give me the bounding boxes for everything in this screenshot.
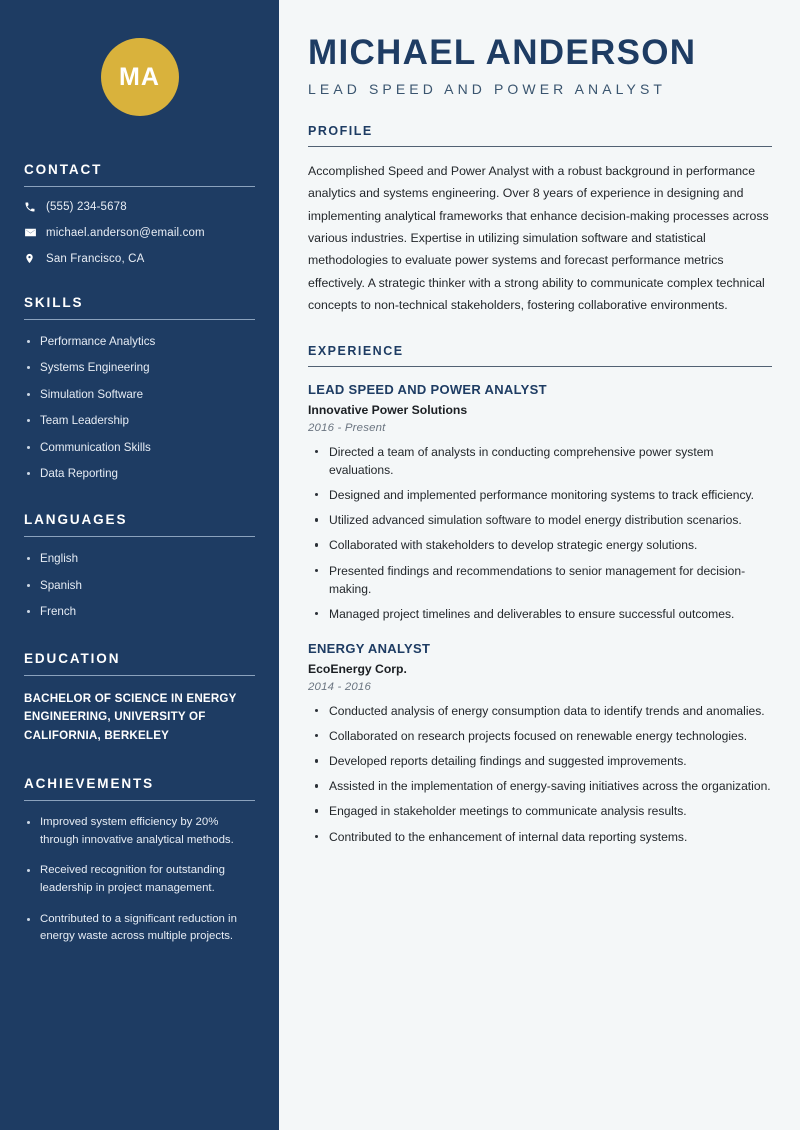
list-item: Systems Engineering	[24, 359, 255, 376]
profile-section	[308, 124, 772, 317]
profile-section-title: PROFILE	[308, 123, 373, 138]
profile-text: Accomplished Speed and Power Analyst with a robust background in performance analytics and systems engineering. Over 8 years of experience in designing and implementing analytical frameworks that enhance decision-making processes across various industries. Expertise in utilizing simulation software and statistical methodologies to evaluate power systems and forecast performance metrics effectively. A strategic thinker with a strong ability to communicate complex technical concepts to non-technical stakeholders, fostering collaborative environments.	[308, 163, 769, 313]
list-item: Contributed to a significant reduction in energy waste across multiple projects.	[24, 911, 255, 946]
list-item: Communication Skills	[24, 439, 255, 456]
list-item: Contributed to the enhancement of internal data reporting systems.	[308, 828, 772, 846]
achievements-divider	[24, 800, 255, 801]
contact-item-phone[interactable]	[24, 201, 255, 213]
skills-section-title: SKILLS	[24, 295, 84, 310]
contact-item-location[interactable]	[24, 252, 255, 265]
experience-entry	[308, 382, 772, 623]
contact-location-value: San Francisco, CA	[46, 252, 145, 265]
achievements-section-title: ACHIEVEMENTS	[24, 775, 155, 791]
experience-dates: 2014 - 2016	[308, 680, 372, 693]
list-item: Developed reports detailing findings and suggested improvements.	[308, 752, 772, 770]
phone-icon	[24, 201, 46, 213]
location-pin-icon	[24, 252, 46, 265]
languages-section	[24, 512, 255, 620]
languages-list	[24, 550, 255, 620]
experience-company: EcoEnergy Corp.	[308, 661, 407, 676]
education-divider	[24, 675, 255, 676]
list-item: Simulation Software	[24, 386, 255, 403]
contact-phone-value: (555) 234-5678	[46, 201, 127, 213]
contact-email-value: michael.anderson@email.com	[46, 226, 205, 239]
list-item: French	[24, 603, 255, 620]
list-item: Received recognition for outstanding leadership in project management.	[24, 862, 255, 897]
list-item: Spanish	[24, 577, 255, 594]
list-item: Team Leadership	[24, 412, 255, 429]
experience-section-title: EXPERIENCE	[308, 343, 404, 358]
list-item: Assisted in the implementation of energy-saving initiatives across the organization.	[308, 777, 772, 795]
contact-section-title: CONTACT	[24, 162, 103, 177]
skills-section	[24, 295, 255, 482]
skills-divider	[24, 319, 255, 320]
contact-section	[24, 162, 255, 265]
education-degree: BACHELOR OF SCIENCE IN ENERGY ENGINEERING, UNIVERSITY OF CALIFORNIA, BERKELEY	[24, 691, 237, 743]
sidebar	[0, 0, 279, 1130]
list-item: Data Reporting	[24, 465, 255, 482]
languages-section-title: LANGUAGES	[24, 512, 128, 528]
page-title: MICHAEL ANDERSON	[308, 33, 697, 72]
list-item: Utilized advanced simulation software to model energy distribution scenarios.	[308, 511, 772, 529]
list-item: Collaborated on research projects focused on renewable energy technologies.	[308, 727, 772, 745]
achievements-list	[24, 814, 255, 946]
avatar-initials: MA	[119, 62, 160, 91]
education-section-title: EDUCATION	[24, 650, 121, 666]
experience-job-title: LEAD SPEED AND POWER ANALYST	[308, 381, 547, 397]
experience-section	[308, 344, 772, 846]
skills-list	[24, 333, 255, 482]
languages-divider	[24, 536, 255, 537]
experience-entry	[308, 641, 772, 846]
experience-bullet-list	[308, 702, 772, 846]
experience-bullet-list	[308, 443, 772, 623]
list-item: Improved system efficiency by 20% through innovative analytical methods.	[24, 814, 255, 849]
avatar-container	[24, 0, 255, 116]
avatar	[101, 38, 179, 116]
list-item: Presented findings and recommendations to senior management for decision-making.	[308, 562, 772, 598]
experience-company: Innovative Power Solutions	[308, 402, 468, 417]
achievements-section	[24, 776, 255, 946]
contact-divider	[24, 186, 255, 187]
list-item: Collaborated with stakeholders to develop strategic energy solutions.	[308, 536, 772, 554]
experience-dates: 2016 - Present	[308, 421, 386, 434]
profile-divider	[308, 146, 772, 147]
list-item: Performance Analytics	[24, 333, 255, 350]
list-item: English	[24, 550, 255, 567]
contact-item-email[interactable]	[24, 226, 255, 239]
contact-list	[24, 201, 255, 265]
main-column	[279, 0, 800, 1130]
list-item: Conducted analysis of energy consumption data to identify trends and anomalies.	[308, 702, 772, 720]
experience-job-title: ENERGY ANALYST	[308, 640, 431, 656]
job-role-subtitle: LEAD SPEED AND POWER ANALYST	[308, 80, 667, 97]
list-item: Engaged in stakeholder meetings to communicate analysis results.	[308, 802, 772, 820]
list-item: Managed project timelines and deliverables to ensure successful outcomes.	[308, 605, 772, 623]
envelope-icon	[24, 226, 46, 239]
list-item: Designed and implemented performance monitoring systems to track efficiency.	[308, 486, 772, 504]
education-section	[24, 651, 255, 746]
list-item: Directed a team of analysts in conducting comprehensive power system evaluations.	[308, 443, 772, 479]
experience-divider	[308, 366, 772, 367]
